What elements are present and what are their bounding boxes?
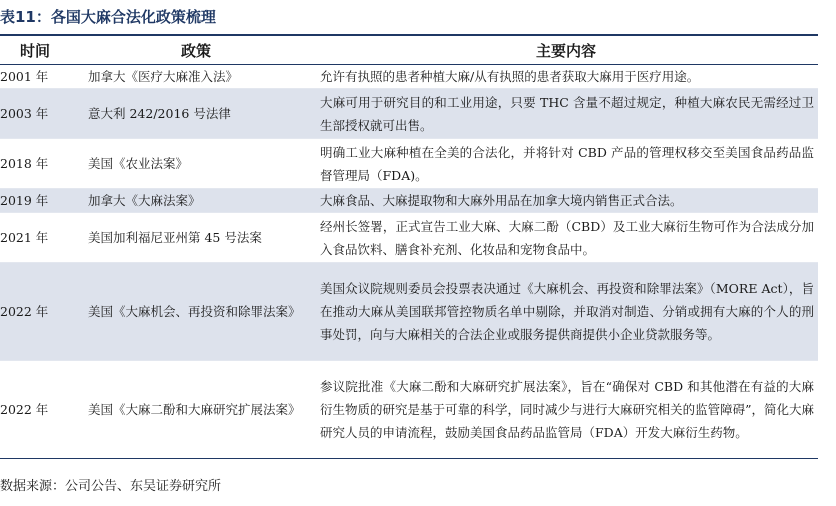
header-content: 主要内容 <box>314 35 818 65</box>
header-policy: 政策 <box>78 35 314 65</box>
row-policy: 加拿大《医疗大麻准入法》 <box>88 69 239 84</box>
header-time: 时间 <box>0 35 78 65</box>
row-content: 经州长签署，正式宣告工业大麻、大麻二酚（CBD）及工业大麻衍生物可作为合法成分加入食品饮料、膳食补充剂、化妆品和宠物食品中。 <box>320 218 814 257</box>
table-header-row <box>0 35 818 65</box>
row-policy: 美国《大麻机会、再投资和除罪法案》 <box>88 304 301 319</box>
row-year: 2003 年 <box>0 106 49 121</box>
row-year: 2019 年 <box>0 193 49 208</box>
row-year: 2022 年 <box>0 402 49 417</box>
row-year: 2001 年 <box>0 69 49 84</box>
row-content: 大麻食品、大麻提取物和大麻外用品在加拿大境内销售正式合法。 <box>320 193 683 208</box>
table-row <box>0 361 818 459</box>
row-content: 允许有执照的患者种植大麻/从有执照的患者获取大麻用于医疗用途。 <box>320 69 700 84</box>
row-policy: 美国加利福尼亚州第 45 号法案 <box>88 230 262 245</box>
row-year: 2018 年 <box>0 156 49 171</box>
row-policy: 美国《农业法案》 <box>88 156 189 171</box>
table-row <box>0 65 818 89</box>
table-title: 表11：各国大麻合法化政策梳理 <box>0 8 216 26</box>
row-year: 2022 年 <box>0 304 49 319</box>
table-row <box>0 213 818 263</box>
row-year: 2021 年 <box>0 230 49 245</box>
row-policy: 美国《大麻二酚和大麻研究扩展法案》 <box>88 402 301 417</box>
row-content: 美国众议院规则委员会投票表决通过《大麻机会、再投资和除罪法案》（MORE Act），旨在推动大麻从美国联邦管控物质名单中剔除，并取消对制造、分销或拥有大麻的个人的刑事处罚，向与大麻相关的合法企业或服务提供商提供小企业贷款服务等。 <box>320 281 814 342</box>
table-row <box>0 139 818 189</box>
row-content: 明确工业大麻种植在全美的合法化，并将针对 CBD 产品的管理权移交至美国食品药品监督管理局（FDA)。 <box>320 144 814 183</box>
row-policy: 加拿大《大麻法案》 <box>88 193 201 208</box>
row-content: 大麻可用于研究目的和工业用途，只要 THC 含量不超过规定，种植大麻农民无需经过卫生部授权就可出售。 <box>320 94 814 133</box>
policy-table <box>0 34 818 459</box>
table-row <box>0 189 818 213</box>
data-source-note: 数据来源：公司公告、东吴证券研究所 <box>0 479 222 494</box>
table-row <box>0 89 818 139</box>
table-row <box>0 263 818 361</box>
row-content: 参议院批准《大麻二酚和大麻研究扩展法案》，旨在“确保对 CBD 和其他潜在有益的大麻衍生物质的研究是基于可靠的科学，同时减少与进行大麻研究相关的监管障碍”，简化大麻研究人员的申请流程，鼓励美国食品药品监管局（FDA）开发大麻衍生药物。 <box>320 379 814 440</box>
row-policy: 意大利 242/2016 号法律 <box>88 106 231 121</box>
